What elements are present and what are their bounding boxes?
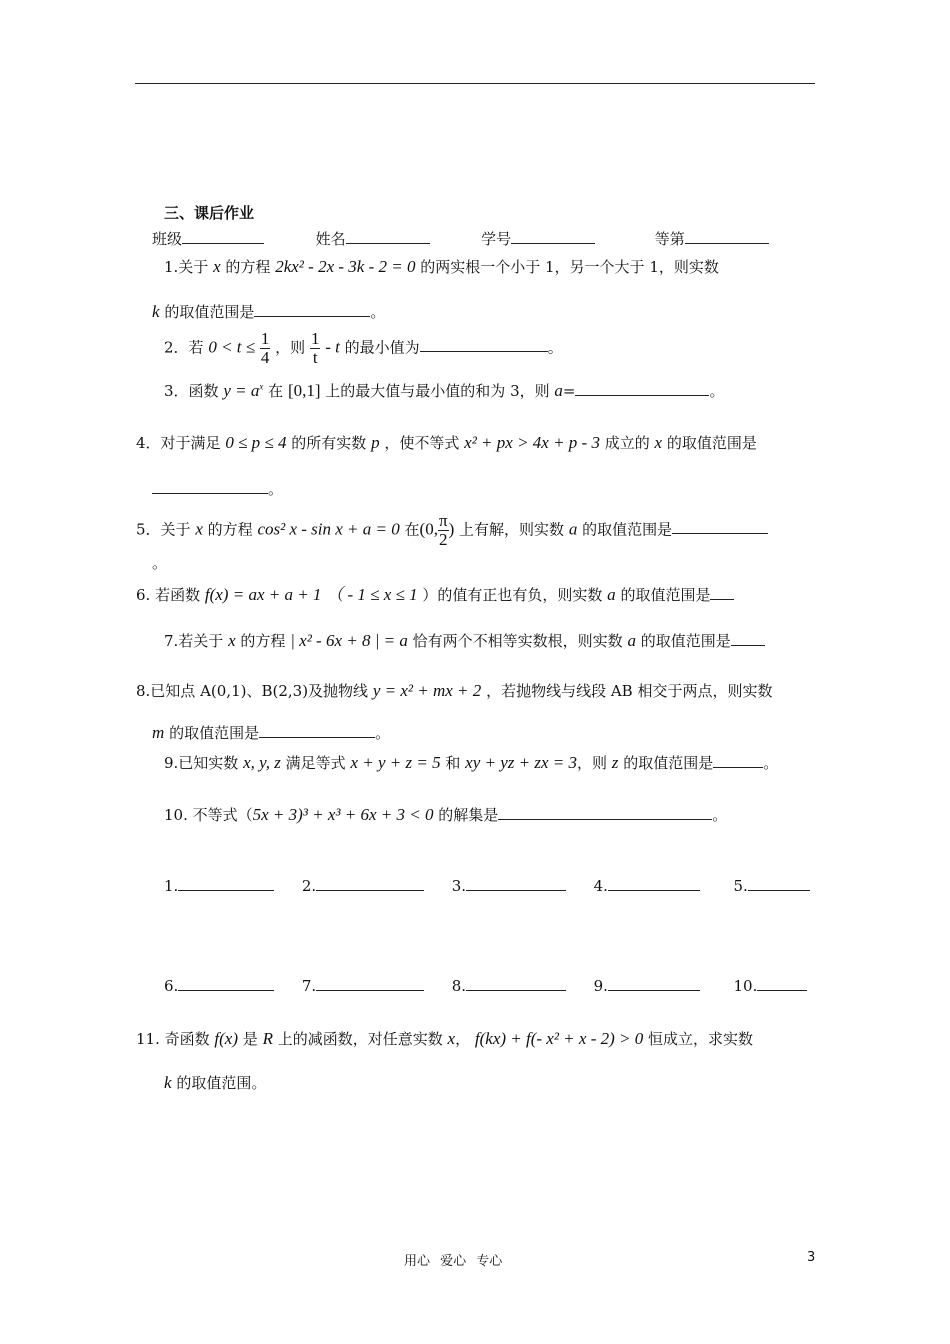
answer-label-3: 3. bbox=[451, 877, 467, 895]
q4-condition: 0 ≤ p ≤ 4 bbox=[225, 433, 287, 452]
q9-text: 9.已知实数 bbox=[164, 754, 239, 772]
q1-answer-blank[interactable] bbox=[254, 302, 370, 317]
q6-text: 6. 若函数 bbox=[136, 586, 201, 604]
q9-text: 满足等式 bbox=[285, 754, 346, 772]
q10-text: 的解集是 bbox=[438, 806, 499, 824]
q3-eq: = bbox=[562, 382, 576, 400]
q3-interval: [0,1] bbox=[287, 381, 321, 400]
q8-answer-blank[interactable] bbox=[259, 723, 375, 738]
q11-sep: ， bbox=[455, 1030, 471, 1048]
q7-text: 的取值范围是 bbox=[640, 632, 731, 650]
q5-two: 2 bbox=[439, 529, 448, 549]
q6-var-a: a bbox=[607, 585, 616, 604]
q1-text: 的两实根一个小于 1，另一个大于 1，则实数 bbox=[420, 258, 719, 276]
q3-function: $y = a^x$ bbox=[223, 381, 264, 400]
q9-equation-2: xy + yz + zx = 3 bbox=[465, 753, 577, 772]
q5-text: 的方程 bbox=[207, 520, 253, 539]
answer-label-10: 10. bbox=[733, 977, 758, 995]
q4-var-x: x bbox=[654, 433, 663, 452]
q9-text: 的取值范围是 bbox=[623, 754, 714, 772]
q2-text: ，则 bbox=[275, 338, 306, 357]
q10-text: 10. 不等式（ bbox=[164, 806, 253, 824]
q1-var-x: x bbox=[213, 257, 221, 276]
q5-answer-blank[interactable] bbox=[672, 519, 768, 534]
q6-text: 的取值范围是 bbox=[620, 586, 711, 604]
q2-end: 。 bbox=[547, 338, 563, 357]
q8-equation: y = x² + mx + 2 bbox=[372, 681, 482, 700]
q5-interval-close: ) bbox=[448, 519, 455, 539]
q4-var-p: p bbox=[371, 433, 380, 452]
question-1-line-1 bbox=[164, 256, 719, 277]
q3-func-base: y = a bbox=[223, 381, 260, 400]
answer-blank-6[interactable] bbox=[178, 976, 274, 991]
student-info-row bbox=[152, 228, 769, 249]
q10-end: 。 bbox=[712, 806, 728, 824]
q1-text: 1.关于 bbox=[164, 258, 209, 276]
q7-equation: | x² - 6x + 8 | = a bbox=[290, 631, 408, 650]
answer-blank-3[interactable] bbox=[466, 876, 566, 891]
q2-answer-blank[interactable] bbox=[420, 337, 548, 352]
q5-text: 上有解，则实数 bbox=[459, 520, 565, 539]
question-4-line-2 bbox=[152, 478, 283, 499]
q5-text: 5．关于 bbox=[136, 520, 191, 539]
q5-equation: cos² x - sin x + a = 0 bbox=[257, 519, 400, 539]
name-blank[interactable] bbox=[346, 229, 430, 244]
question-6 bbox=[136, 580, 734, 605]
q3-end: 。 bbox=[709, 382, 725, 400]
q9-answer-blank[interactable] bbox=[713, 753, 763, 768]
q9-text: 和 bbox=[445, 754, 461, 772]
q5-fraction-pi-over-2 bbox=[438, 512, 449, 549]
answer-label-6: 6. bbox=[164, 977, 179, 995]
question-1-line-2 bbox=[152, 301, 385, 322]
q8-text: ，若抛物线与线段 AB 相交于两点，则实数 bbox=[486, 682, 773, 700]
q1-var-k: k bbox=[152, 302, 160, 321]
q1-end: 。 bbox=[370, 303, 386, 321]
answer-label-7: 7. bbox=[301, 977, 317, 995]
q2-text: 的最小值为 bbox=[344, 338, 420, 357]
answer-label-1: 1. bbox=[164, 877, 179, 895]
answer-label-4: 4. bbox=[593, 877, 608, 895]
q9-vars: x, y, z bbox=[243, 753, 281, 772]
q7-text: 的方程 bbox=[240, 632, 286, 650]
q9-equation-1: x + y + z = 5 bbox=[350, 753, 441, 772]
q4-answer-blank[interactable] bbox=[152, 479, 268, 494]
q11-text: 11. 奇函数 bbox=[136, 1030, 210, 1048]
question-8-line-1 bbox=[136, 680, 772, 701]
student-no-label: 学号 bbox=[481, 230, 512, 248]
q3-text: 上的最大值与最小值的和为 3，则 bbox=[325, 382, 550, 400]
q3-var-a: a bbox=[554, 381, 563, 400]
q9-text: ，则 bbox=[576, 754, 607, 772]
answer-blank-1[interactable] bbox=[178, 876, 274, 891]
answer-label-5: 5. bbox=[733, 877, 748, 895]
q4-text: ，使不等式 bbox=[384, 434, 460, 452]
question-11-line-1 bbox=[136, 1028, 753, 1049]
section-title: 三、课后作业 bbox=[164, 204, 255, 222]
q8-text: 的取值范围是 bbox=[169, 724, 260, 742]
q11-text: 的取值范围。 bbox=[176, 1074, 267, 1092]
footer-motto: 用心 爱心 专心 bbox=[404, 1254, 503, 1269]
q5-var-x: x bbox=[195, 519, 203, 539]
name-label: 姓名 bbox=[315, 230, 346, 248]
answer-blank-2[interactable] bbox=[316, 876, 424, 891]
q8-text: 8.已知点 A(0,1)、B(2,3)及抛物线 bbox=[136, 682, 369, 700]
q8-end: 。 bbox=[375, 724, 391, 742]
question-4-line-1 bbox=[136, 432, 757, 453]
q11-text: 恒成立，求实数 bbox=[648, 1030, 754, 1048]
q1-text: 的取值范围是 bbox=[164, 303, 255, 321]
q2-fraction-quarter: $\frac{1}{4}$ bbox=[260, 329, 270, 367]
q7-text: 7.若关于 bbox=[164, 632, 224, 650]
q7-var-x: x bbox=[228, 631, 236, 650]
answer-label-9: 9. bbox=[593, 977, 608, 995]
q11-set-r: R bbox=[262, 1029, 273, 1048]
answer-blank-8[interactable] bbox=[466, 976, 566, 991]
question-5-line-1 bbox=[136, 512, 768, 549]
question-10 bbox=[164, 804, 727, 825]
q5-text: 的取值范围是 bbox=[582, 520, 673, 539]
q5-pi: π bbox=[438, 511, 448, 530]
q8-var-m: m bbox=[152, 723, 165, 742]
page-number: 3 bbox=[807, 1250, 816, 1265]
q2-text: 2．若 bbox=[164, 338, 204, 357]
q1-text: 的方程 bbox=[225, 258, 271, 276]
question-2 bbox=[164, 330, 563, 367]
q6-function: f(x) = ax + a + 1 bbox=[204, 585, 322, 604]
q6-answer-blank[interactable] bbox=[710, 585, 734, 600]
q2-fraction-one-over-t: $\frac{1}{t}$ bbox=[310, 329, 320, 367]
question-3 bbox=[164, 380, 725, 401]
q11-text: 上的减函数，对任意实数 bbox=[277, 1030, 443, 1048]
answer-blank-7[interactable] bbox=[316, 976, 424, 991]
answer-label-2: 2. bbox=[301, 877, 317, 895]
q9-var-z: z bbox=[611, 753, 619, 772]
header-rule bbox=[135, 83, 815, 84]
q11-inequality: f(kx) + f(- x² + x - 2) > 0 bbox=[474, 1029, 644, 1048]
q11-function: f(x) bbox=[214, 1029, 238, 1048]
q5-text: 在 bbox=[404, 520, 420, 539]
class-label: 班级 bbox=[152, 230, 183, 248]
answer-row-2 bbox=[164, 976, 807, 995]
q3-answer-blank[interactable] bbox=[575, 381, 709, 396]
q7-var-a: a bbox=[627, 631, 636, 650]
q3-text: 在 bbox=[268, 382, 284, 400]
q2-condition: 0 < t ≤ bbox=[208, 337, 256, 357]
q4-inequality: x² + px > 4x + p - 3 bbox=[464, 433, 600, 452]
q4-text: 的所有实数 bbox=[291, 434, 367, 452]
q6-condition: （ - 1 ≤ x ≤ 1 bbox=[326, 585, 418, 604]
q1-equation: 2kx² - 2x - 3k - 2 = 0 bbox=[275, 257, 416, 276]
q11-var-x: x bbox=[447, 1029, 456, 1048]
q7-answer-blank[interactable] bbox=[731, 631, 765, 646]
answer-blank-4[interactable] bbox=[608, 876, 700, 891]
answer-row-1 bbox=[164, 876, 810, 895]
q11-text: 是 bbox=[242, 1030, 258, 1048]
q7-text: 恰有两个不相等实数根，则实数 bbox=[412, 632, 623, 650]
q4-text: 的取值范围是 bbox=[666, 434, 757, 452]
class-blank[interactable] bbox=[182, 229, 264, 244]
question-7 bbox=[164, 630, 765, 651]
q10-answer-blank[interactable] bbox=[498, 805, 712, 820]
q3-text: 3．函数 bbox=[164, 382, 219, 400]
question-5-line-2: 。 bbox=[152, 554, 168, 572]
q9-end: 。 bbox=[763, 754, 779, 772]
q5-var-a: a bbox=[568, 519, 578, 539]
q4-text: 成立的 bbox=[604, 434, 650, 452]
q4-end: 。 bbox=[268, 480, 284, 498]
question-8-line-2 bbox=[152, 722, 390, 743]
answer-blank-5[interactable] bbox=[748, 876, 810, 891]
q11-var-k: k bbox=[164, 1073, 172, 1092]
q10-inequality: 5x + 3)³ + x³ + 6x + 3 < 0 bbox=[252, 805, 434, 824]
q4-text: 4．对于满足 bbox=[136, 434, 221, 452]
grade-label: 等第 bbox=[654, 230, 685, 248]
q6-text: ）的值有正也有负，则实数 bbox=[422, 586, 603, 604]
grade-blank[interactable] bbox=[685, 229, 769, 244]
q5-interval-open: (0, bbox=[419, 519, 438, 539]
question-11-line-2 bbox=[164, 1072, 266, 1093]
answer-blank-9[interactable] bbox=[608, 976, 700, 991]
question-9 bbox=[164, 752, 778, 773]
student-no-blank[interactable] bbox=[511, 229, 595, 244]
q2-expr: - t bbox=[325, 337, 340, 357]
answer-label-8: 8. bbox=[451, 977, 467, 995]
answer-blank-10[interactable] bbox=[757, 976, 807, 991]
